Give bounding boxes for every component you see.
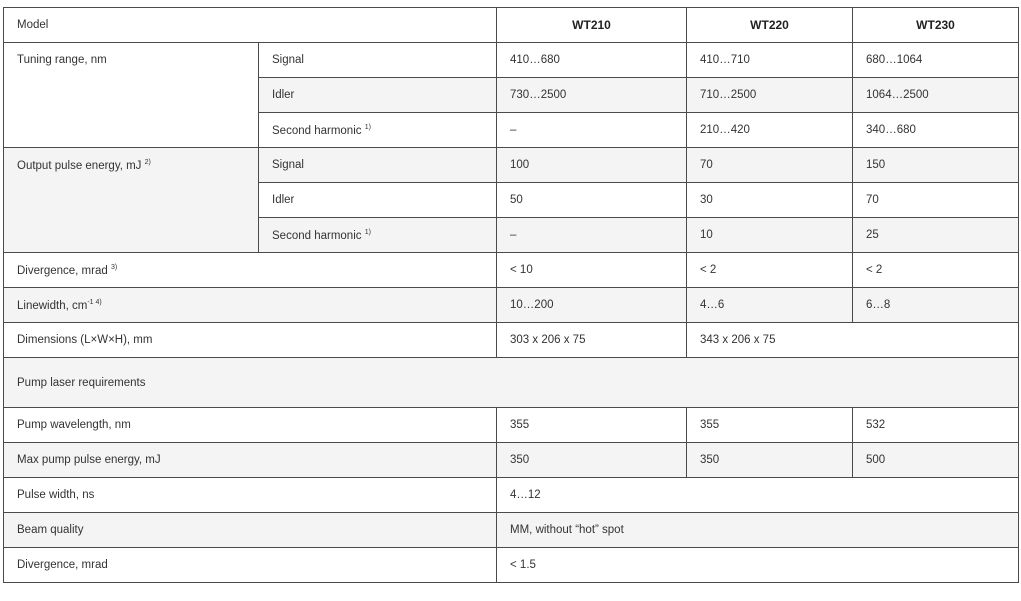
row-sub-label: Idler [259, 78, 497, 113]
table-row [4, 253, 1019, 288]
table-cell: < 2 [853, 253, 1019, 288]
table-cell: 410…680 [497, 43, 687, 78]
table-cell: 150 [853, 148, 1019, 183]
table-row [4, 148, 1019, 183]
table-cell: 50 [497, 183, 687, 218]
table-cell: – [497, 218, 687, 253]
footnote-marker: 1) [364, 228, 371, 236]
table-cell: 343 x 206 x 75 [687, 323, 1019, 358]
table-cell: < 10 [497, 253, 687, 288]
table-cell: 10 [687, 218, 853, 253]
dimensions-label: Dimensions (L×W×H), mm [4, 323, 497, 358]
table-cell: 340…680 [853, 113, 1019, 148]
table-cell: 410…710 [687, 43, 853, 78]
section-header-row [4, 358, 1019, 408]
table-row [4, 513, 1019, 548]
footnote-marker: 1) [364, 123, 371, 131]
table-row [4, 323, 1019, 358]
divergence-label: Divergence, mrad $^{3)}$ [4, 253, 497, 288]
table-cell: 730…2500 [497, 78, 687, 113]
model-wt220: WT220 [687, 8, 853, 43]
table-row [4, 548, 1019, 583]
pump-divergence-label: Divergence, mrad [4, 548, 497, 583]
tuning-range-label: Tuning range, nm [4, 43, 259, 148]
table-cell: 355 [497, 408, 687, 443]
model-label: Model [4, 8, 497, 43]
pump-section-title: Pump laser requirements [4, 358, 1019, 408]
footnote-marker: 2) [144, 159, 151, 166]
row-sub-label: Signal [259, 43, 497, 78]
table-cell: 70 [687, 148, 853, 183]
table-cell: 350 [497, 443, 687, 478]
table-cell: 4…12 [497, 478, 1019, 513]
model-wt230: WT230 [853, 8, 1019, 43]
table-cell: 680…1064 [853, 43, 1019, 78]
table-cell: 25 [853, 218, 1019, 253]
linewidth-label: Linewidth, $cm^{-1 4)}$ [4, 288, 497, 323]
row-sub-label: Idler [259, 183, 497, 218]
output-energy-label: Output pulse energy, mJ $^{2)}$ [4, 148, 259, 253]
table-cell: < 2 [687, 253, 853, 288]
table-cell: < 1.5 [497, 548, 1019, 583]
table-row [4, 288, 1019, 323]
table-cell: 10…200 [497, 288, 687, 323]
table-cell: 30 [687, 183, 853, 218]
row-sub-label: Signal [259, 148, 497, 183]
table-row [4, 478, 1019, 513]
table-cell: 100 [497, 148, 687, 183]
table-cell: 1064…2500 [853, 78, 1019, 113]
pump-energy-label: Max pump pulse energy, mJ [4, 443, 497, 478]
table-cell: 303 x 206 x 75 [497, 323, 687, 358]
table-row [4, 443, 1019, 478]
table-cell: 532 [853, 408, 1019, 443]
footnote-marker: -1 4) [87, 298, 102, 306]
table-cell: 350 [687, 443, 853, 478]
row-sub-label: Second harmonic $^{1)}$ [259, 113, 497, 148]
table-cell: 210…420 [687, 113, 853, 148]
table-cell: 6…8 [853, 288, 1019, 323]
row-sub-label: Second harmonic $^{1)}$ [259, 218, 497, 253]
spec-table [3, 7, 1019, 583]
footnote-marker: 3) [110, 263, 118, 271]
table-cell: 355 [687, 408, 853, 443]
table-cell: 70 [853, 183, 1019, 218]
table-row [4, 43, 1019, 78]
table-cell: 500 [853, 443, 1019, 478]
pump-wavelength-label: Pump wavelength, nm [4, 408, 497, 443]
pulse-width-label: Pulse width, ns [4, 478, 497, 513]
beam-quality-label: Beam quality [4, 513, 497, 548]
header-row [4, 8, 1019, 43]
table-cell: 4…6 [687, 288, 853, 323]
table-cell: – [497, 113, 687, 148]
table-cell: 710…2500 [687, 78, 853, 113]
table-row [4, 408, 1019, 443]
model-wt210: WT210 [497, 8, 687, 43]
table-cell: MM, without “hot” spot [497, 513, 1019, 548]
